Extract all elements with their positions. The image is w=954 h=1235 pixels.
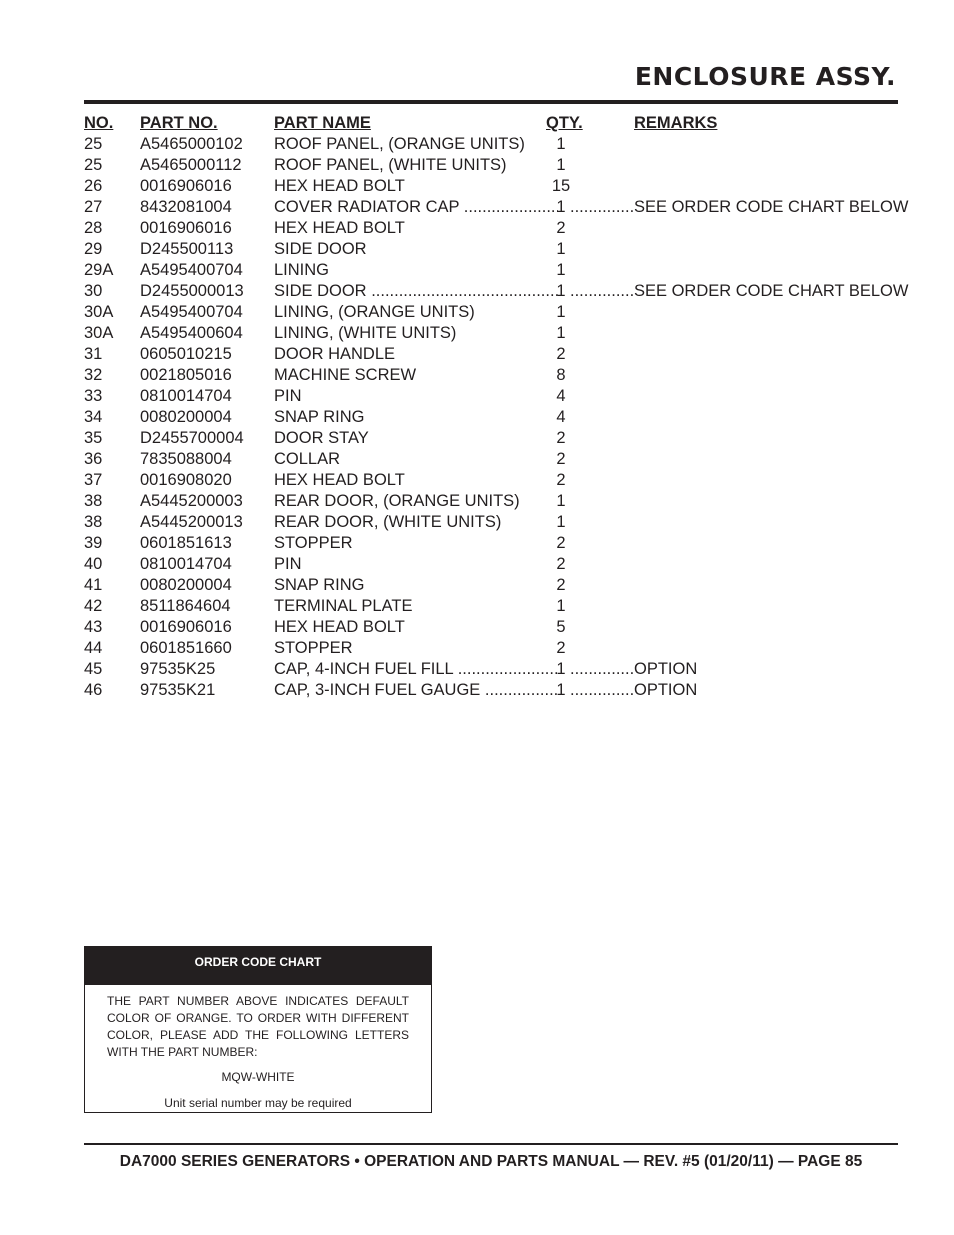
- row-part-name: CAP, 4-INCH FUEL FILL .....: [274, 659, 558, 680]
- row-part-name: STOPPER: [274, 534, 353, 552]
- row-part-no: A5445200003: [140, 492, 243, 510]
- row-qty: 2: [556, 576, 566, 594]
- header-qty: QTY.: [546, 114, 583, 132]
- row-part-no: 0080200004: [140, 576, 232, 594]
- row-number: 29: [84, 240, 103, 258]
- order-code-chart-text: THE PART NUMBER ABOVE INDICATES DEFAULT COLOR OF ORANGE. TO ORDER WITH DIFFERENT COLOR, PLEASE ADD THE FOLLOWING LETTERS WITH THE PART NUMBER:: [107, 994, 409, 1059]
- row-qty: 8: [556, 366, 566, 384]
- row-number: 38: [84, 492, 103, 510]
- row-part-no: 0810014704: [140, 555, 232, 573]
- row-number: 31: [84, 345, 103, 363]
- row-number: 41: [84, 576, 103, 594]
- row-part-no: 8511864604: [140, 597, 231, 615]
- row-part-no: 0601851613: [140, 534, 232, 552]
- row-remarks: SEE ORDER CODE CHART BELOW: [634, 198, 909, 216]
- row-number: 30A: [84, 303, 114, 321]
- row-part-no: 97535K25: [140, 660, 216, 678]
- row-part-name: STOPPER: [274, 639, 353, 657]
- row-part-no: A5465000102: [140, 135, 243, 153]
- row-part-name: LINING: [274, 261, 330, 279]
- row-number: 40: [84, 555, 103, 573]
- row-part-name: REAR DOOR, (WHITE UNITS): [274, 513, 502, 531]
- order-code-note: Unit serial number may be required: [164, 1096, 352, 1110]
- row-number: 28: [84, 219, 103, 237]
- row-qty: 1: [556, 156, 566, 174]
- row-qty: 1: [556, 261, 566, 279]
- row-qty: 1: [556, 198, 566, 216]
- row-remarks: OPTION: [634, 681, 698, 699]
- row-number: 26: [84, 177, 103, 195]
- row-part-no: 8432081004: [140, 198, 232, 216]
- row-number: 39: [84, 534, 103, 552]
- row-qty: 2: [556, 639, 566, 657]
- row-part-no: 0021805016: [140, 366, 232, 384]
- row-leader-dots: [570, 197, 634, 218]
- footer-rule: [84, 1143, 898, 1145]
- row-part-name: PIN: [274, 555, 302, 573]
- row-part-name: COVER RADIATOR CAP .....: [274, 197, 558, 218]
- row-part-name: HEX HEAD BOLT: [274, 177, 405, 195]
- page-footer: DA7000 SERIES GENERATORS • OPERATION AND PARTS MANUAL — REV. #5 (01/20/11) — PAGE 85: [119, 1153, 863, 1170]
- row-number: 42: [84, 597, 103, 615]
- row-number: 25: [84, 135, 103, 153]
- row-number: 38: [84, 513, 103, 531]
- row-qty: 5: [556, 618, 566, 636]
- row-part-name: ROOF PANEL, (ORANGE UNITS): [274, 135, 525, 153]
- row-part-name: LINING, (WHITE UNITS): [274, 324, 457, 342]
- row-number: 46: [84, 681, 103, 699]
- order-code-value: MQW-WHITE: [221, 1070, 295, 1084]
- row-part-no: 0016906016: [140, 219, 232, 237]
- row-qty: 2: [556, 471, 566, 489]
- row-part-no: 0016906016: [140, 177, 232, 195]
- row-part-no: D2455000013: [140, 282, 244, 300]
- row-part-no: D245500113: [140, 240, 234, 258]
- row-qty: 2: [556, 219, 566, 237]
- row-part-name: ROOF PANEL, (WHITE UNITS): [274, 156, 507, 174]
- row-number: 27: [84, 198, 103, 216]
- row-part-no: 0810014704: [140, 387, 232, 405]
- row-part-name: SIDE DOOR .....: [274, 281, 558, 302]
- row-part-name: TERMINAL PLATE: [274, 597, 413, 615]
- row-qty: 2: [556, 534, 566, 552]
- row-part-no: 97535K21: [140, 681, 216, 699]
- header-part-no: PART NO.: [140, 114, 218, 132]
- row-remarks: OPTION: [634, 660, 698, 678]
- row-part-name: DOOR STAY: [274, 429, 369, 447]
- row-qty: 1: [556, 303, 566, 321]
- header-remarks: REMARKS: [634, 114, 718, 132]
- row-part-name: COLLAR: [274, 450, 341, 468]
- row-part-name: MACHINE SCREW: [274, 366, 417, 384]
- row-qty: 1: [556, 513, 566, 531]
- row-qty: 1: [556, 597, 566, 615]
- row-part-no: A5445200013: [140, 513, 243, 531]
- title-rule: [84, 100, 898, 104]
- row-qty: 2: [556, 450, 566, 468]
- row-qty: 2: [556, 429, 566, 447]
- row-part-name: DOOR HANDLE: [274, 345, 396, 363]
- row-part-no: A5495400704: [140, 261, 243, 279]
- row-part-no: 7835088004: [140, 450, 232, 468]
- row-qty: 2: [556, 345, 566, 363]
- row-part-no: A5495400704: [140, 303, 243, 321]
- row-part-name: SIDE DOOR: [274, 240, 367, 258]
- row-qty: 2: [556, 555, 566, 573]
- row-number: 25: [84, 156, 103, 174]
- row-part-no: D2455700004: [140, 429, 244, 447]
- row-part-name: PIN: [274, 387, 302, 405]
- row-leader-dots: [570, 659, 634, 680]
- row-part-name: CAP, 3-INCH FUEL GAUGE .....: [274, 680, 558, 701]
- row-remarks: SEE ORDER CODE CHART BELOW: [634, 282, 909, 300]
- row-part-name: REAR DOOR, (ORANGE UNITS): [274, 492, 520, 510]
- row-number: 43: [84, 618, 103, 636]
- row-number: 44: [84, 639, 103, 657]
- row-number: 36: [84, 450, 103, 468]
- row-number: 45: [84, 660, 103, 678]
- row-qty: 1: [556, 324, 566, 342]
- row-number: 30: [84, 282, 103, 300]
- row-part-no: 0605010215: [140, 345, 232, 363]
- row-qty: 4: [556, 408, 566, 426]
- row-part-no: A5465000112: [140, 156, 242, 174]
- row-qty: 4: [556, 387, 566, 405]
- row-number: 29A: [84, 261, 114, 279]
- row-number: 35: [84, 429, 103, 447]
- row-number: 30A: [84, 324, 114, 342]
- row-leader-dots: [570, 281, 634, 302]
- row-number: 34: [84, 408, 103, 426]
- row-number: 32: [84, 366, 103, 384]
- row-part-name: SNAP RING: [274, 408, 365, 426]
- header-no: NO.: [84, 114, 114, 132]
- row-part-name: LINING, (ORANGE UNITS): [274, 303, 475, 321]
- page-title: ENCLOSURE ASSY.: [634, 62, 896, 91]
- row-part-no: A5495400604: [140, 324, 243, 342]
- row-number: 33: [84, 387, 103, 405]
- row-part-name: HEX HEAD BOLT: [274, 471, 405, 489]
- row-part-no: 0601851660: [140, 639, 232, 657]
- header-part-name: PART NAME: [274, 114, 371, 132]
- row-qty: 1: [556, 135, 566, 153]
- row-part-no: 0016906016: [140, 618, 232, 636]
- row-number: 37: [84, 471, 103, 489]
- row-qty: 1: [556, 681, 566, 699]
- row-qty: 1: [556, 240, 566, 258]
- row-part-no: 0080200004: [140, 408, 232, 426]
- row-part-no: 0016908020: [140, 471, 232, 489]
- order-code-chart-heading: ORDER CODE CHART: [85, 947, 431, 985]
- order-code-chart: [84, 946, 432, 1113]
- row-qty: 1: [556, 492, 566, 510]
- row-leader-dots: [570, 680, 634, 701]
- row-qty: 15: [551, 177, 571, 195]
- row-part-name: SNAP RING: [274, 576, 365, 594]
- row-qty: 1: [556, 282, 566, 300]
- row-part-name: HEX HEAD BOLT: [274, 618, 405, 636]
- row-part-name: HEX HEAD BOLT: [274, 219, 405, 237]
- row-qty: 1: [556, 660, 566, 678]
